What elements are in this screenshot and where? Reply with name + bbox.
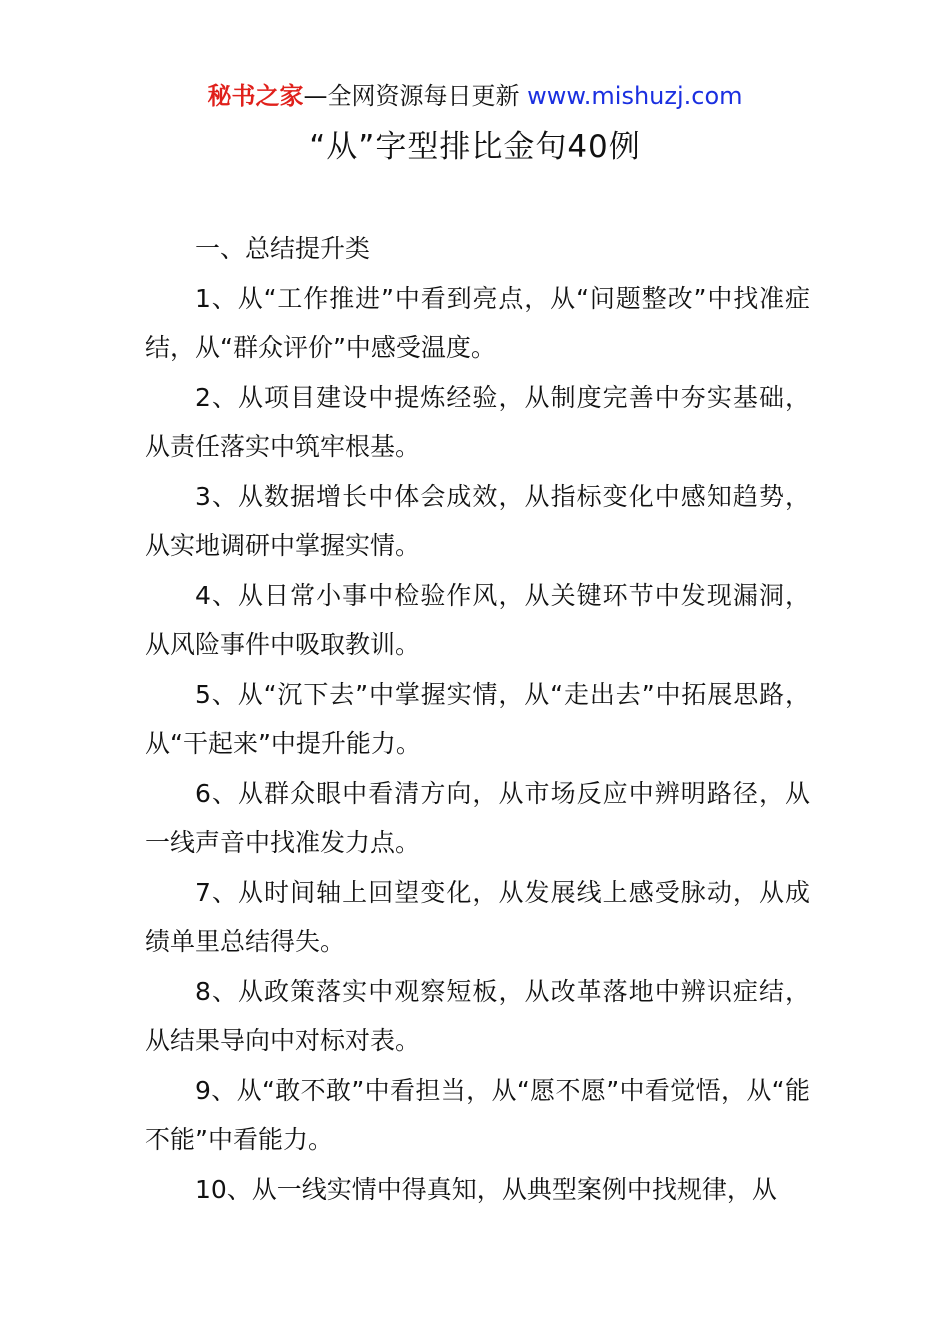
document-title: “从”字型排比金句40例 xyxy=(309,129,641,165)
list-item: 1、从“工作推进”中看到亮点，从“问题整改”中找准症结，从“群众评价”中感受温度。 xyxy=(145,283,810,362)
list-item: 9、从“敢不敢”中看担当，从“愿不愿”中看觉悟，从“能不能”中看能力。 xyxy=(145,1075,810,1154)
list-item: 5、从“沉下去”中掌握实情，从“走出去”中拓展思路，从“干起来”中提升能力。 xyxy=(145,679,810,758)
list-item: 10、从一线实情中得真知，从典型案例中找规律，从 xyxy=(195,1174,777,1204)
document-body xyxy=(145,224,810,1214)
list-item: 7、从时间轴上回望变化，从发展线上感受脉动，从成绩单里总结得失。 xyxy=(145,877,810,956)
section-heading: 一、总结提升类 xyxy=(195,234,371,263)
list-item: 6、从群众眼中看清方向，从市场反应中辨明路径，从一线声音中找准发力点。 xyxy=(145,778,810,857)
list-item: 4、从日常小事中检验作风，从关键环节中发现漏洞，从风险事件中吸取教训。 xyxy=(145,580,810,659)
brand-name: 秘书之家 xyxy=(207,82,304,110)
header-tagline: —全网资源每日更新 xyxy=(303,82,520,110)
list-item: 3、从数据增长中体会成效，从指标变化中感知趋势，从实地调研中掌握实情。 xyxy=(145,481,810,560)
list-item: 2、从项目建设中提炼经验，从制度完善中夯实基础，从责任落实中筑牢根基。 xyxy=(145,382,810,461)
list-item: 8、从政策落实中观察短板，从改革落地中辨识症结，从结果导向中对标对表。 xyxy=(145,976,810,1055)
source-header xyxy=(0,80,950,112)
site-url[interactable]: www.mishuzj.com xyxy=(527,82,743,110)
